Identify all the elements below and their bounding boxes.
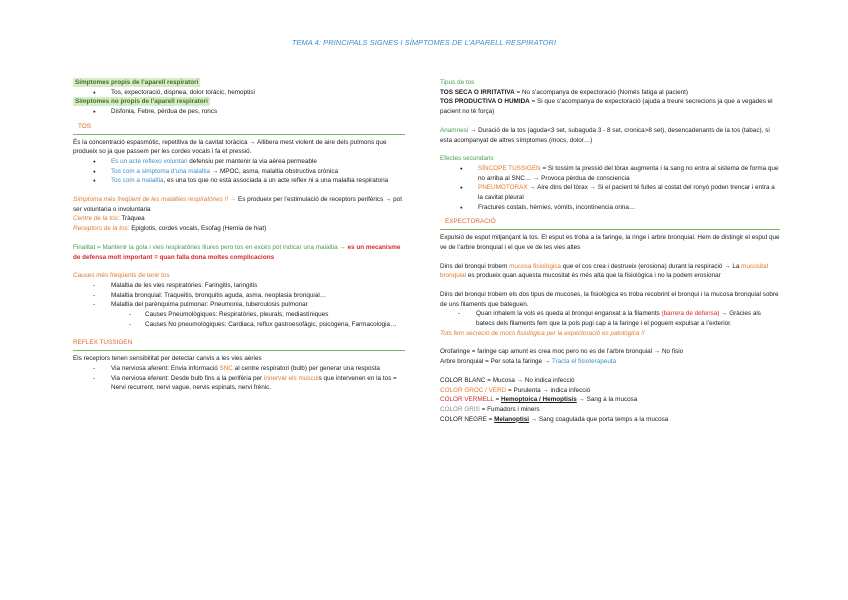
list-item: - Malaltia de les vies respiratòries: Faringitis, laringitis xyxy=(73,281,405,291)
list-item: ● Tos, expectoració, dispnea, dolor toràcic, hemoptisi xyxy=(73,88,405,98)
list-item: - Malaltia del parènquima pulmonar: Pneumonia, tuberculosis pulmonar xyxy=(73,300,405,310)
list-item: ● Tos com a malaltia, es una tos que no està associada a un acte reflex ni a una malaltia respiratoria xyxy=(73,176,405,186)
oropharynx: Orofaringe = faringe cap amunt es crea moc pero no es de l’arbre bronquial → No fisio xyxy=(440,348,684,356)
causes-heading: Causes més freqüents de tenir tos xyxy=(73,272,170,280)
own-symptoms-list xyxy=(73,88,405,98)
list-item: ● Tos com a simptoma d’una malaltia → MPOC, asma, malaltia obstructiva crònica xyxy=(73,167,405,177)
bronchial-tree: Arbre bronquial = Per sota la faringe → Tracta el fisioterapeuta xyxy=(440,358,617,366)
list-item: ● PNEUMOTORAX → Aire dins del tòrax → Si el pacient té fulles al costat del ronyó poden trencar i entra a la cavitat pleural xyxy=(440,183,780,202)
color-grey: COLOR GRIS = Fumadors i miners xyxy=(440,405,540,413)
tos-definition: És la concentració espasmòtic, repetitiva de la cavitat toràcica → Allibera mest violent de aire dels pulmons que produeix so ja que passem per les cordes vocals i fa et pressió. xyxy=(73,138,387,156)
non-own-symptoms-list xyxy=(73,107,405,117)
reflex-heading: REFLEX TUSSIGEN xyxy=(73,338,405,351)
causes-list xyxy=(73,281,405,330)
expectoration-heading: EXPECTORACIÓ xyxy=(440,217,780,230)
side-effects-heading: Efectes secundaris xyxy=(440,155,494,163)
list-item: - Via nerviosa eferent: Desde bulb fins a la perifèria per innervar els musculs que intervenen en la tos = Nervi recurrent, nervi vague, nervis espinals, nervi frènic. xyxy=(73,374,405,393)
tos-heading: TOS xyxy=(73,122,405,135)
tos-types-list xyxy=(73,157,405,186)
cough-receptors: Receptors de la tos: Epiglotis, cordes vocals, Esofag (Hernia de hiat) xyxy=(73,225,267,233)
cough-centre: Centre de la tos: Tràquea xyxy=(73,215,145,223)
mucosa-paragraph: Dins del bronqui trobem mucosa fisiològica que el cos crea i destrueix (erosiona) durant la respiració → La mucositat bronquial es produeix quan aquesta mucositat és més alta que la fisiològica i no la podem erosionar xyxy=(440,262,769,280)
right-column xyxy=(440,78,780,424)
mucosa-types: Dins del bronqui trobem els dos tipus de mucoses, la fisiològica es troba recobrint el bronqui i la mucosa bronquial sobre de uns filaments que bateguen. xyxy=(440,290,779,308)
color-red: COLOR VERMELL = Hemoptoica / Hemoptisis → Sang a la mucosa xyxy=(440,396,638,404)
side-effects-list xyxy=(440,164,780,213)
list-item: ● Disfonia, Febre, pèrdua de pes, roncs xyxy=(73,107,405,117)
list-item: - Causes Pneumològiques: Respiratòries, pleurals, mediastíniques xyxy=(73,310,405,320)
reflex-intro: Els receptors tenen sensibilitat per detectar canvis a les vies aèries xyxy=(73,355,262,363)
page-title: TEMA 4: PRINCIPALS SIGNES I SÍMPTOMES DE L’APARELL RESPIRATORI xyxy=(291,38,557,47)
anamnesis: Anamnesi → Duració de la tos (aguda<3 set, subaguda 3 - 8 set, cronica>8 set), desencadenants de la tos (tabac), si esta acompanyat de altres símptomes (mocs, dolor…) xyxy=(440,126,770,144)
list-item: - Causes No pneumològiques: Cardiaca, reflux gastroesofàgic, psicògena, Farmacologia… xyxy=(73,320,405,330)
expectoration-definition: Expulsió de esput mitjançant la tos. El esput es troba a la faringe, la ringe i arbre bronquial. Hem de distingir el esput que ve de l’arbre bronquial i el que ve de les vies altes xyxy=(440,234,780,251)
list-item: - Via nerviosa aferent: Envia informació SNC al centre respiratori (bulb) per generar una resposta xyxy=(73,364,405,374)
dry-cough: TOS SECA O IRRITATIVA = No s’acompanya de expectoració (Només fatiga al pacient) xyxy=(440,88,689,96)
frequent-symptom: Símptoma més freqüent de les malalties respiratòries !! → Es produeix per l’estimulació de receptors perifèrics → pot ser voluntaria o involuntaria xyxy=(73,196,402,213)
list-item: ● SÍNCOPE TUSSIGEN = Si tossim la pressió del tòrax augmenta i la sang no entra al sistema de forma que no arriba al SNC… → Provoca pèrdua de consciencia xyxy=(440,164,780,183)
list-item: ● Es un acte reflexo voluntari defensiu per mantenir la via aèrea permeable xyxy=(73,157,405,167)
list-item: ● Fractures costals, hèrnies, vòmits, incontinencia orina… xyxy=(440,203,780,213)
warning-note: Tots fem secreció de mocs fisiològica per la expectoració es patològica !! xyxy=(440,329,645,337)
own-symptoms-heading: Símptomes propis de l’aparell respiratori xyxy=(75,79,199,86)
finality: Finalitat = Mantenir la gola i vies respiratòries lliures pero tos en excés pot indicar una malaltia → es un mecanisme de defensa molt important = quan falla dona moltes complicacions xyxy=(73,243,401,261)
mucosa-list xyxy=(440,309,780,328)
productive-cough: TOS PRODUCTIVA O HUMIDA = Si que s’acompanya de expectoració (ajuda a treure secrecions ja que a vegades el pacient no té força) xyxy=(440,98,773,116)
color-white: COLOR BLANC = Mucosa → No indica infecció xyxy=(440,376,575,384)
left-column xyxy=(73,78,405,393)
cough-types-heading: Tipus de tos xyxy=(440,79,475,86)
non-own-symptoms-heading: Símptomes no propis de l’aparell respiratori xyxy=(75,98,208,106)
color-yellow-green: COLOR GROC / VERD = Purulenta → indica infecció xyxy=(440,386,591,394)
color-black: COLOR NEGRE = Melanoptisi → Sang coagulada que porta temps a la mucosa xyxy=(440,415,669,423)
list-item: - Malaltia bronquial: Traqueitis, bronquitis aguda, asma, neoplasia bronquial… xyxy=(73,291,405,301)
list-item: - Quan inhalem la vols es queda al bronqui enganxat a la filaments (barrera de defensa) → Gràcies als batecs dels filaments fem que la pols pugi cap a la faringe i el poguem expulsar a l’exterior. xyxy=(440,309,780,328)
reflex-list xyxy=(73,364,405,393)
